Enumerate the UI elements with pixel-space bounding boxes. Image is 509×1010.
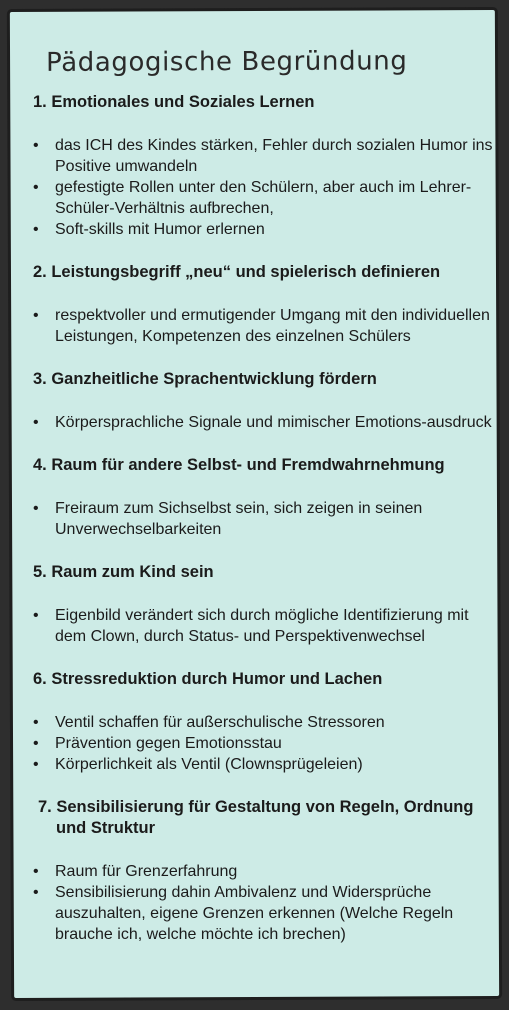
section-heading-6: 6. Stressreduktion durch Humor und Lachen (33, 670, 383, 688)
list-item: • Prävention gegen Emotionsstau (33, 735, 282, 752)
list-item: • Freiraum zum Sichselbst sein, sich zeigen in seinen Unverwechselbarkeiten (33, 500, 423, 538)
bullet-icon: • (33, 414, 39, 431)
bullet-icon: • (33, 137, 39, 154)
bullet-icon: • (33, 307, 39, 324)
bullet-icon: • (33, 500, 39, 517)
list-item: • Soft-skills mit Humor erlernen (33, 221, 265, 238)
section-list-5 (33, 605, 493, 647)
section-list-4 (33, 498, 493, 540)
bullet-icon: • (33, 714, 39, 731)
list-item: • Raum für Grenzerfahrung (33, 863, 238, 880)
section-heading-7: 7. Sensibilisierung für Gestaltung von Regeln, Ordnung und Struktur (38, 798, 474, 837)
list-item: • Eigenbild verändert sich durch mögliche Identifizierung mit dem Clown, durch Status- und Perspektivenwechsel (33, 607, 469, 645)
sections-container (33, 92, 493, 967)
bullet-icon: • (33, 863, 39, 880)
list-item: • Sensibilisierung dahin Ambivalenz und Widersprüche auszuhalten, eigene Grenzen erkennen (Welche Regeln brauche ich, welche möchte ich brechen) (33, 884, 454, 943)
section-list-7 (33, 861, 493, 945)
section-heading-2: 2. Leistungsbegriff „neu“ und spielerisch definieren (33, 263, 441, 281)
list-item: • das ICH des Kindes stärken, Fehler durch sozialen Humor ins Positive umwandeln (33, 137, 493, 175)
bullet-icon: • (33, 607, 39, 624)
section-heading-4: 4. Raum für andere Selbst- und Fremdwahrnehmung (33, 456, 445, 474)
section-heading-1: 1. Emotionales und Soziales Lernen (33, 93, 315, 111)
section-heading-3: 3. Ganzheitliche Sprachentwicklung fördern (33, 370, 377, 388)
section-list-6 (33, 712, 493, 775)
bullet-icon: • (33, 884, 39, 901)
bullet-icon: • (33, 756, 39, 773)
section-list-3 (33, 412, 493, 433)
bullet-icon: • (33, 179, 39, 196)
list-item: • respektvoller und ermutigender Umgang mit den individuellen Leistungen, Kompetenzen des einzelnen Schülers (33, 307, 490, 345)
list-item: • Körpersprachliche Signale und mimischer Emotions-ausdruck (33, 414, 492, 431)
section-heading-5: 5. Raum zum Kind sein (33, 563, 214, 581)
list-item: • gefestigte Rollen unter den Schülern, aber auch im Lehrer-Schüler-Verhältnis aufbrechen, (33, 179, 472, 217)
list-item: • Ventil schaffen für außerschulische Stressoren (33, 714, 385, 731)
section-list-1 (33, 135, 493, 240)
list-item: • Körperlichkeit als Ventil (Clownsprügeleien) (33, 756, 363, 773)
bullet-icon: • (33, 221, 39, 238)
section-list-2 (33, 305, 493, 347)
page-title: Pädagogische Begründung (46, 46, 408, 78)
bullet-icon: • (33, 735, 39, 752)
